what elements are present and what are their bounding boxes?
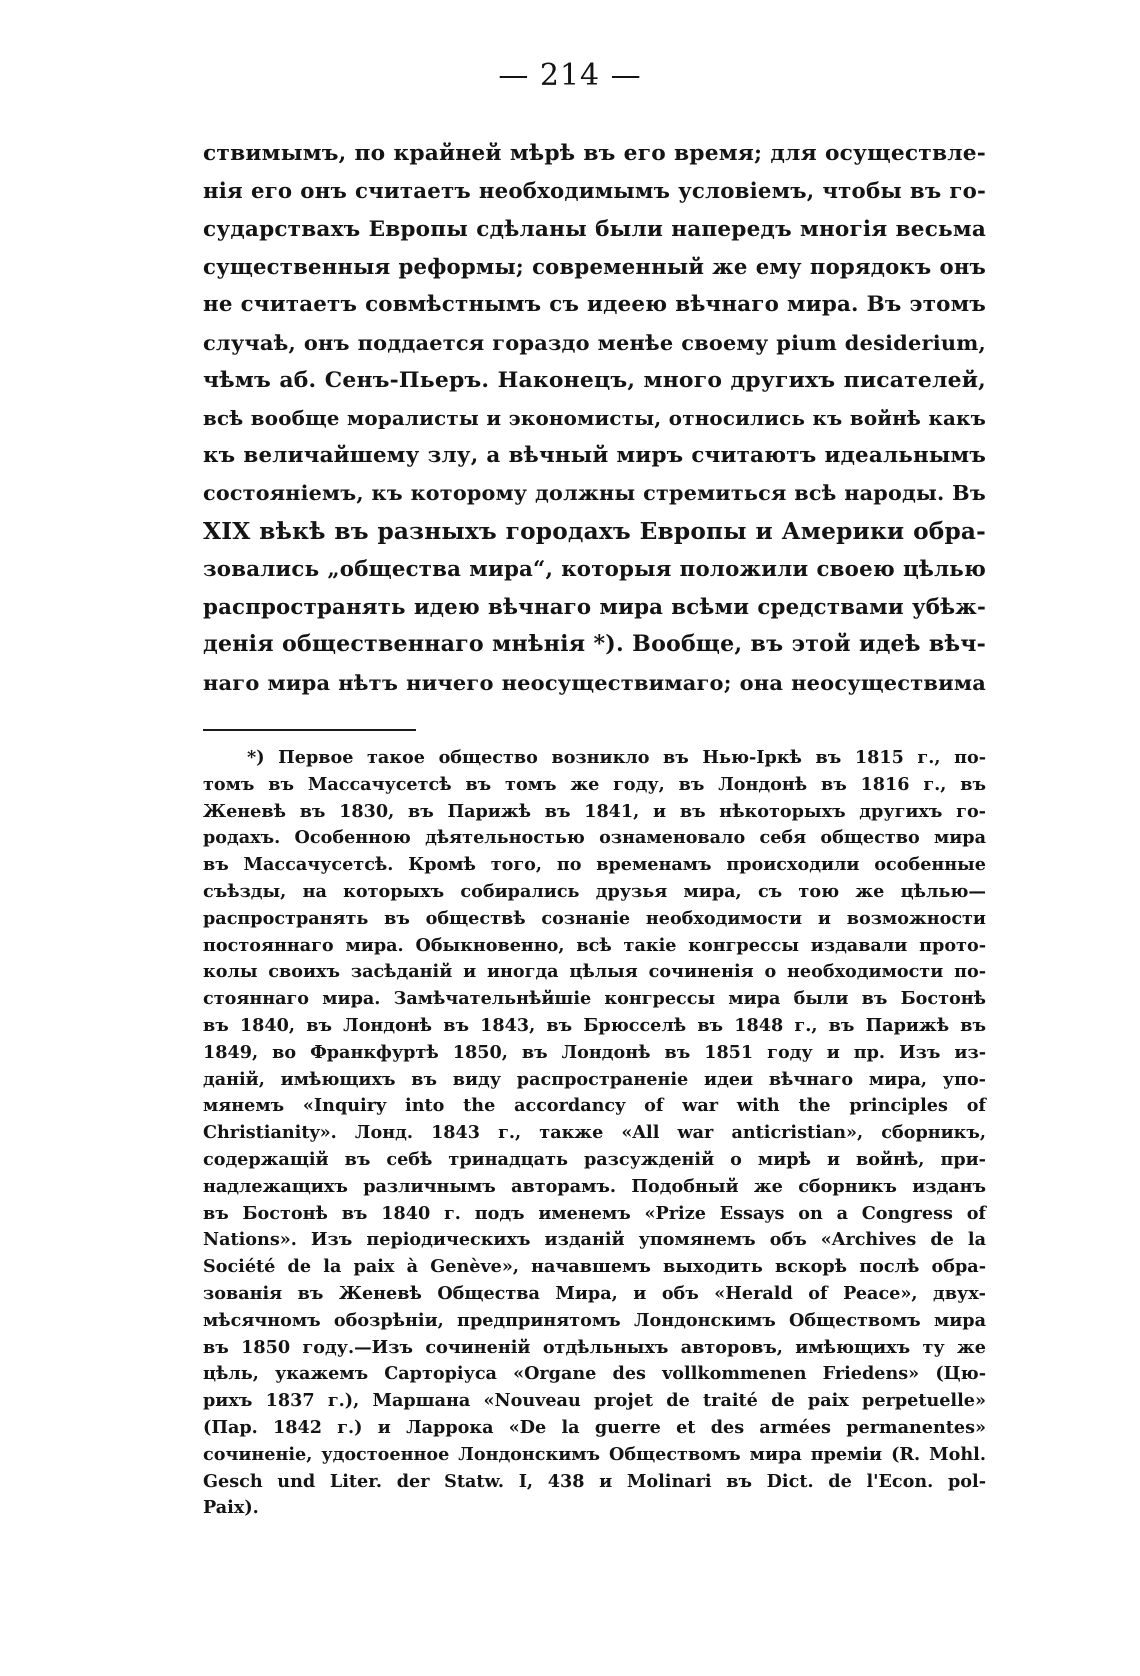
main-text-line: случаѣ, онъ поддается гораздо менѣе своему pium desiderium, [203, 329, 986, 355]
footnote-line: въ 1850 году.—Изъ сочиненій отдѣльныхъ авторовъ, имѣющихъ ту же [203, 1336, 986, 1358]
footnote-divider [203, 729, 416, 731]
main-text-line: не считаетъ совмѣстнымъ съ идеею вѣчнаго мира. Въ этомъ [203, 292, 986, 318]
footnote-line: Paix). [203, 1497, 259, 1519]
footnote-line: цѣль, укажемъ Сарторіуса «Organe des vollkommenen Friedens» (Цю- [203, 1363, 986, 1385]
footnote-line: Nations». Изъ періодическихъ изданій упомянемъ объ «Archives de la [203, 1229, 986, 1251]
main-text-line: наго мира нѣтъ ничего неосуществимаго; она неосуществима [203, 670, 986, 696]
main-text-line: зовались „общества мира“, которыя положили своею цѣлью [203, 556, 986, 582]
main-text-line: чѣмъ аб. Сенъ-Пьеръ. Наконецъ, много другихъ писателей, [203, 366, 986, 393]
footnote-line: родахъ. Особенною дѣятельностью ознаменовало себя общество мира [203, 827, 986, 849]
footnote-line: въ 1840, въ Лондонѣ въ 1843, въ Брюсселѣ въ 1848 г., въ Парижѣ въ [203, 1014, 986, 1036]
main-text-line: всѣ вообще моралисты и экономисты, относились къ войнѣ какъ [203, 405, 986, 430]
main-text-line: сударствахъ Европы сдѣланы были напередъ многія весьма [203, 216, 986, 242]
footnote [203, 745, 986, 1522]
footnote-line: мянемъ «Inquiry into the accordancy of war with the principles of [203, 1095, 986, 1117]
footnote-line: мѣсячномъ обозрѣніи, предпринятомъ Лондонскимъ Обществомъ мира [203, 1309, 986, 1331]
main-text-line: XIX вѣкѣ въ разныхъ городахъ Европы и Америки обра- [203, 517, 986, 545]
footnote-line: зованія въ Женевѣ Общества Мира, и объ «Herald of Peace», двух- [203, 1282, 986, 1304]
footnote-line: содержащій въ себѣ тринадцать разсужденій о мирѣ и войнѣ, при- [203, 1148, 986, 1170]
footnote-line: Société de la paix à Genève», начавшемъ выходить вскорѣ послѣ обра- [203, 1256, 986, 1278]
footnote-line: колы своихъ засѣданій и иногда цѣлыя сочиненія о необходимости по- [203, 961, 986, 983]
footnote-line: Christianity». Лонд. 1843 г., также «All war anticristian», сборникъ, [203, 1122, 986, 1144]
footnote-line: 1849, во Франкфуртѣ 1850, въ Лондонѣ въ 1851 году и пр. Изъ из- [203, 1041, 986, 1063]
footnote-line: распространять въ обществѣ сознаніе необходимости и возможности [203, 907, 986, 929]
page-number: — 214 — [498, 58, 642, 93]
footnote-line: стояннаго мира. Замѣчательнѣйшіе конгрессы мира были въ Бостонѣ [203, 988, 986, 1010]
footnote-line: даній, имѣющихъ въ виду распространеніе идеи вѣчнаго мира, упо- [203, 1068, 986, 1090]
footnote-line: рихъ 1837 г.), Маршана «Nouveau projet de traité de paix perpetuelle» [203, 1390, 986, 1412]
footnote-line: съѣзды, на которыхъ собирались друзья мира, съ тою же цѣлью— [203, 880, 986, 902]
footnote-line: Женевѣ въ 1830, въ Парижѣ въ 1841, и въ нѣкоторыхъ другихъ го- [203, 800, 986, 822]
main-text-line: состояніемъ, къ которому должны стремиться всѣ народы. Въ [203, 481, 986, 506]
footnote-line: *) Первое такое общество возникло въ Нью-Іркѣ въ 1815 г., по- [247, 747, 986, 768]
footnote-line: сочиненіе, удостоенное Лондонскимъ Обществомъ мира преміи (R. Mohl. [203, 1443, 986, 1465]
main-text-line: ствимымъ, по крайней мѣрѣ въ его время; для осуществле- [203, 141, 986, 166]
footnote-line: Gesch und Liter. der Statw. I, 438 и Molinari въ Dict. de l'Econ. pol- [203, 1470, 986, 1492]
main-text-line: нія его онъ считаетъ необходимымъ условіемъ, чтобы въ го- [203, 178, 986, 204]
footnote-line: томъ въ Массачусетсѣ въ томъ же году, въ Лондонѣ въ 1816 г., въ [203, 773, 986, 795]
main-text-line: къ величайшему злу, а вѣчный миръ считаютъ идеальнымъ [203, 443, 986, 469]
footnote-line: (Пар. 1842 г.) и Ларрока «De la guerre et des armées permanentes» [203, 1416, 986, 1438]
footnote-line: въ Массачусетсѣ. Кромѣ того, по временамъ происходили особенные [203, 854, 986, 876]
main-text [203, 135, 986, 702]
main-text-line: денія общественнаго мнѣнія *). Вообще, въ этой идеѣ вѣч- [203, 631, 986, 658]
footnote-line: постояннаго мира. Обыкновенно, всѣ такіе конгрессы издавали прото- [203, 934, 986, 956]
footnote-line: въ Бостонѣ въ 1840 г. подъ именемъ «Prize Essays on a Congress of [203, 1202, 986, 1224]
main-text-line: существенныя реформы; современный же ему порядокъ онъ [203, 254, 986, 280]
footnote-line: надлежащихъ различнымъ авторамъ. Подобный же сборникъ изданъ [203, 1175, 986, 1197]
main-text-line: распространять идею вѣчнаго мира всѣми средствами убѣж- [203, 594, 986, 620]
